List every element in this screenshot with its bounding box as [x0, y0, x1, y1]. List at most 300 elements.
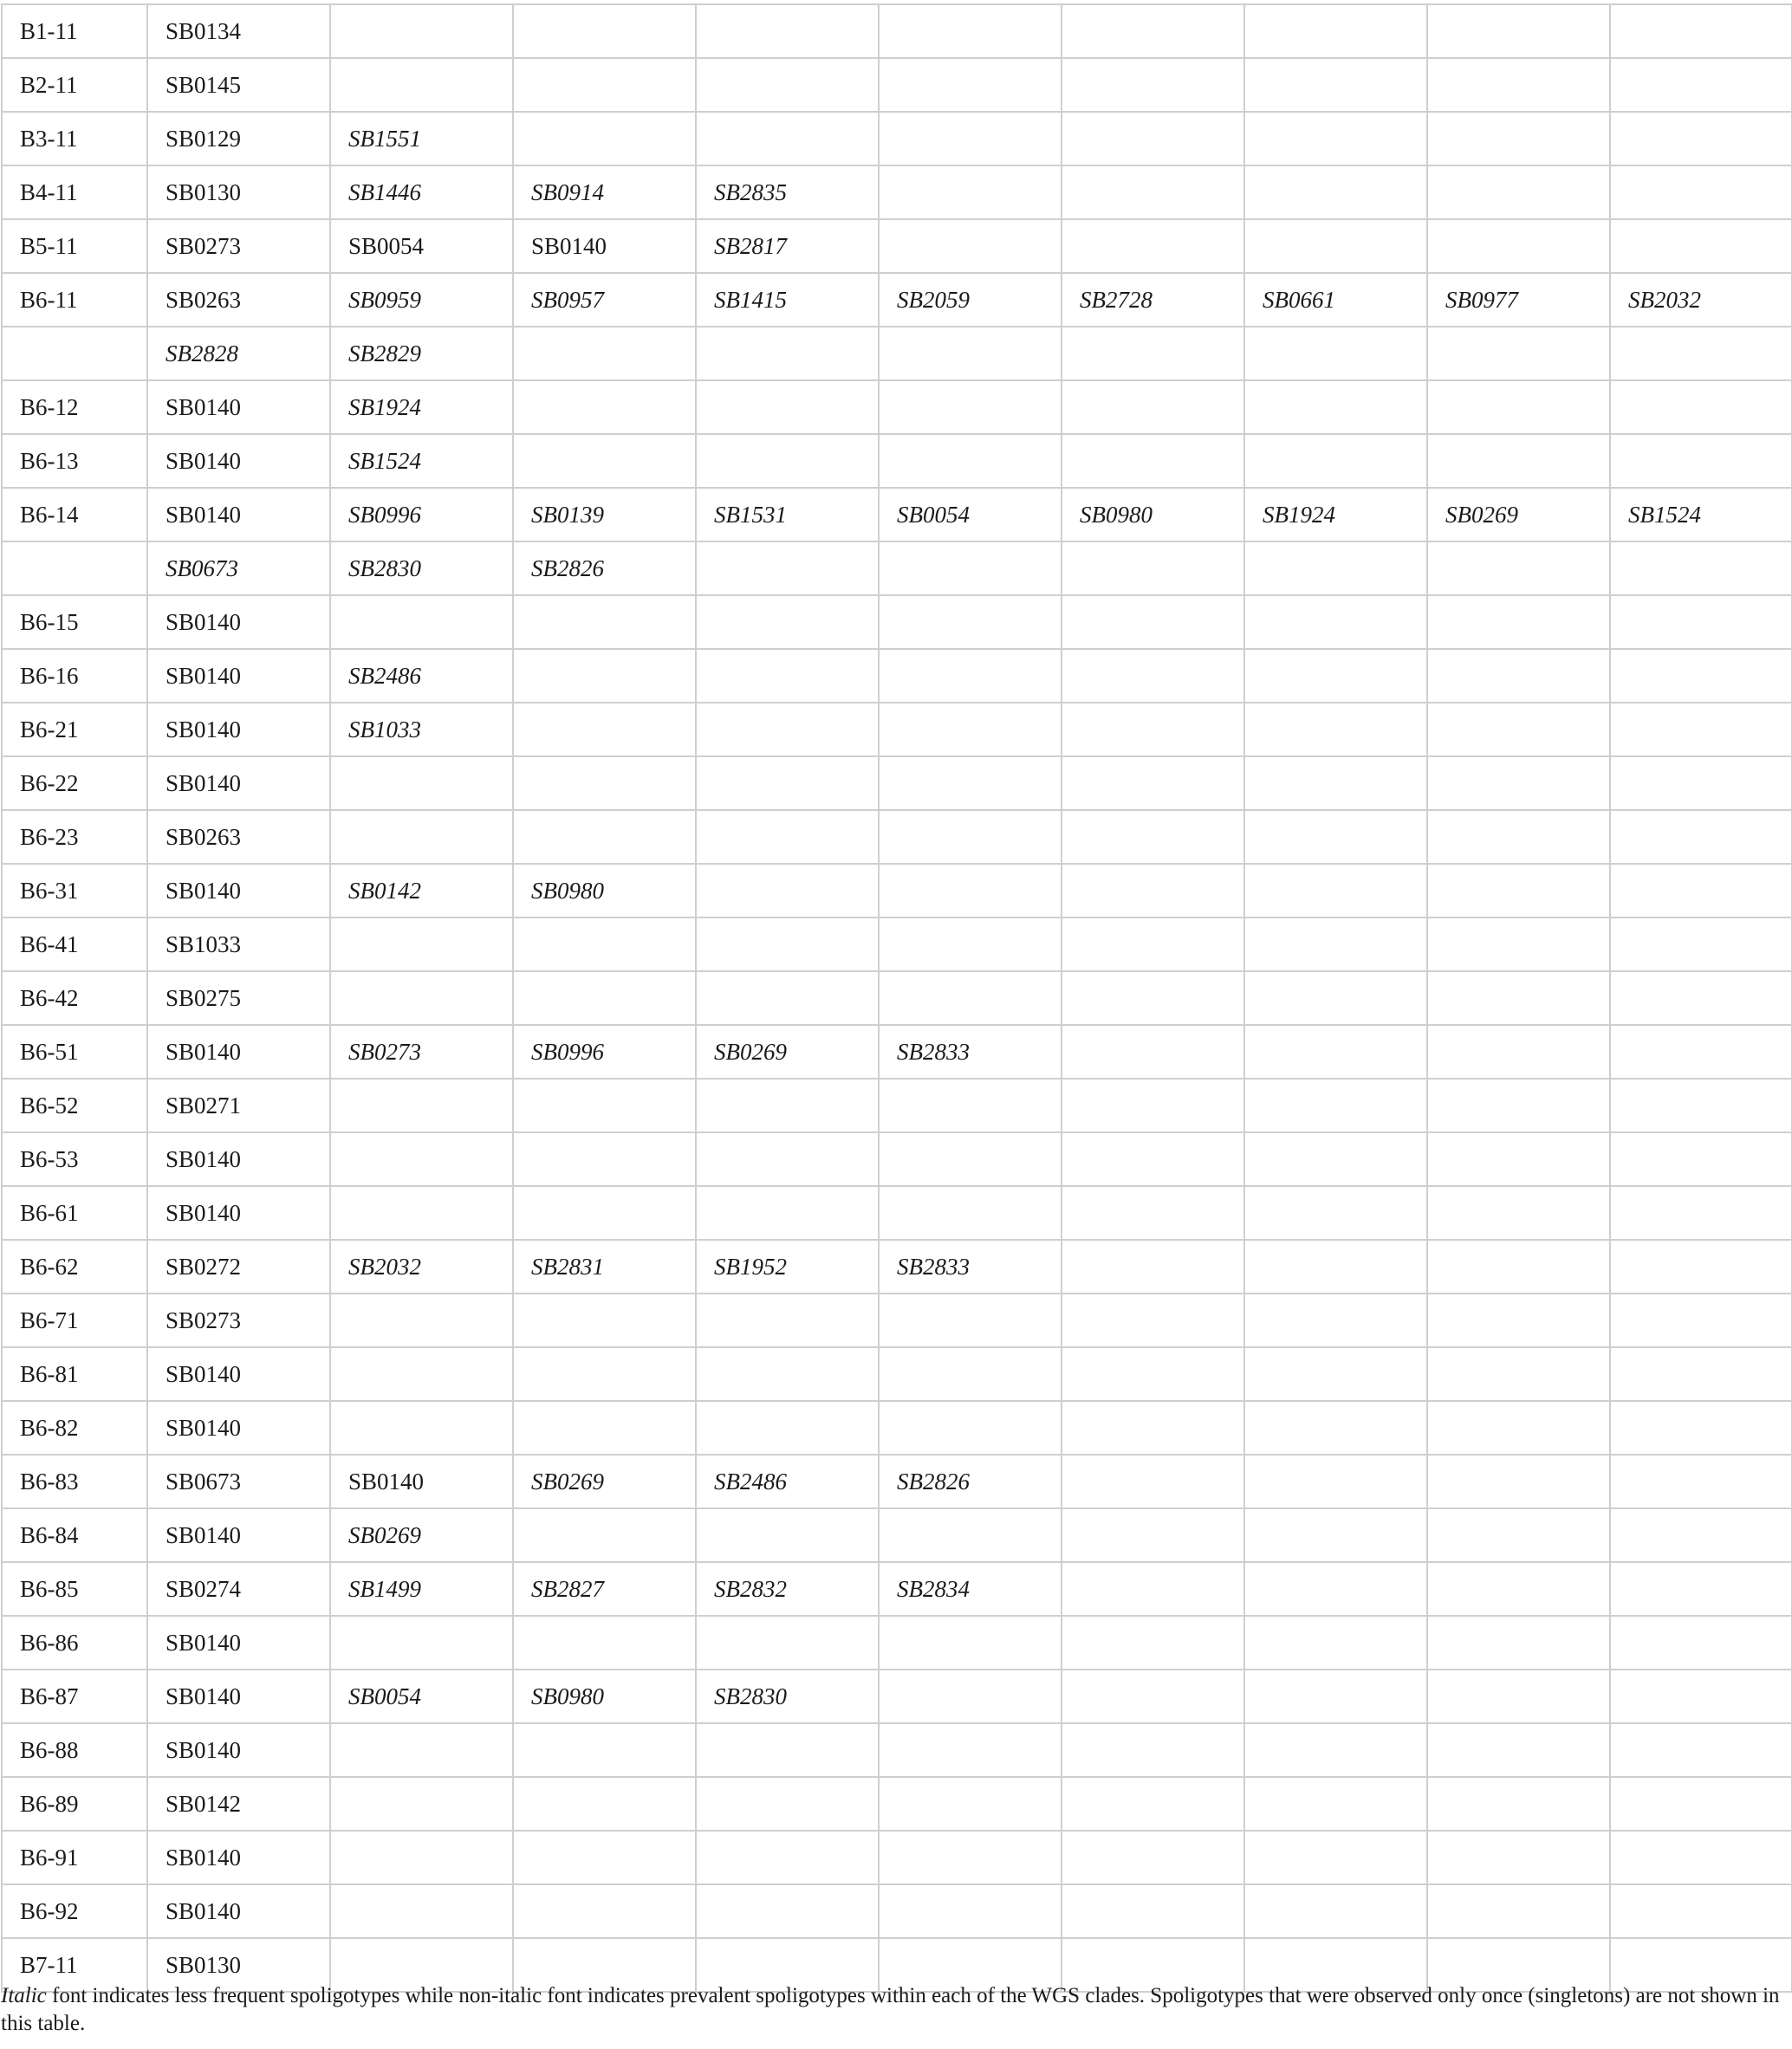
spoligotype-cell [879, 918, 1062, 971]
table-row [2, 1562, 1792, 1616]
spoligotype-cell [1062, 1132, 1244, 1186]
spoligotype-cell: SB0054 [330, 219, 513, 273]
spoligotype-cell: SB0914 [513, 165, 696, 219]
spoligotype-cell [1610, 1884, 1792, 1938]
clade-cell: B6-16 [2, 649, 147, 703]
spoligotype-cell: SB0977 [1427, 273, 1610, 327]
clade-cell: B6-15 [2, 595, 147, 649]
spoligotype-cell [1610, 1616, 1792, 1670]
spoligotype-cell: SB2032 [330, 1240, 513, 1294]
clade-cell: B6-62 [2, 1240, 147, 1294]
spoligotype-cell: SB0142 [330, 864, 513, 918]
spoligotype-cell [696, 434, 879, 488]
spoligotype-cell [1062, 434, 1244, 488]
table-row [2, 273, 1792, 327]
spoligotype-cell [1610, 1025, 1792, 1079]
spoligotype-cell [513, 918, 696, 971]
spoligotype-cell: SB0140 [147, 1884, 330, 1938]
spoligotype-cell: SB1524 [1610, 488, 1792, 541]
table-row [2, 864, 1792, 918]
spoligotype-cell [1244, 1562, 1427, 1616]
spoligotype-cell: SB0275 [147, 971, 330, 1025]
clade-cell: B2-11 [2, 58, 147, 112]
spoligotype-cell: SB2826 [879, 1455, 1062, 1508]
spoligotype-cell: SB0129 [147, 112, 330, 165]
spoligotype-cell [330, 58, 513, 112]
spoligotype-cell [513, 58, 696, 112]
table-row [2, 1831, 1792, 1884]
spoligotype-cell [513, 1347, 696, 1401]
clade-cell: B6-52 [2, 1079, 147, 1132]
clade-cell: B6-14 [2, 488, 147, 541]
spoligotype-cell [696, 1079, 879, 1132]
table-row [2, 165, 1792, 219]
spoligotype-cell: SB2833 [879, 1025, 1062, 1079]
table-row [2, 1079, 1792, 1132]
spoligotype-cell [879, 1884, 1062, 1938]
spoligotype-cell: SB0140 [147, 1723, 330, 1777]
table-row [2, 1132, 1792, 1186]
spoligotype-cell [1244, 112, 1427, 165]
spoligotype-cell [513, 380, 696, 434]
spoligotype-cell [513, 971, 696, 1025]
spoligotype-cell [1427, 1562, 1610, 1616]
table-row [2, 1455, 1792, 1508]
spoligotype-cell [1062, 4, 1244, 58]
spoligotype-cell [1244, 971, 1427, 1025]
spoligotype-cell [1244, 1884, 1427, 1938]
spoligotype-cell [1427, 1777, 1610, 1831]
spoligotype-cell [1244, 1616, 1427, 1670]
spoligotype-cell [1244, 864, 1427, 918]
clade-cell: B6-53 [2, 1132, 147, 1186]
spoligotype-cell [879, 434, 1062, 488]
table-row [2, 810, 1792, 864]
table-row [2, 488, 1792, 541]
spoligotype-cell [513, 756, 696, 810]
spoligotype-cell [513, 1132, 696, 1186]
spoligotype-cell [1062, 165, 1244, 219]
spoligotype-cell [1610, 864, 1792, 918]
spoligotype-cell [1427, 1670, 1610, 1723]
clade-cell: B6-82 [2, 1401, 147, 1455]
spoligotype-cell: SB0140 [147, 1831, 330, 1884]
spoligotype-cell [1062, 756, 1244, 810]
spoligotype-cell [696, 1401, 879, 1455]
spoligotype-cell [1427, 1723, 1610, 1777]
spoligotype-cell [1244, 1455, 1427, 1508]
spoligotype-cell [879, 165, 1062, 219]
spoligotype-cell [1610, 4, 1792, 58]
spoligotype-cell [1610, 327, 1792, 380]
spoligotype-cell [1062, 1884, 1244, 1938]
spoligotype-cell: SB0269 [330, 1508, 513, 1562]
spoligotype-cell [1244, 1670, 1427, 1723]
spoligotype-cell: SB0273 [147, 219, 330, 273]
spoligotype-cell [696, 58, 879, 112]
spoligotype-cell: SB0140 [147, 1186, 330, 1240]
spoligotype-cell: SB0140 [147, 1508, 330, 1562]
spoligotype-cell [879, 58, 1062, 112]
spoligotype-cell: SB0980 [513, 1670, 696, 1723]
spoligotype-cell: SB0140 [147, 1347, 330, 1401]
spoligotype-cell [1610, 434, 1792, 488]
spoligotype-cell [330, 918, 513, 971]
spoligotype-cell [1427, 1347, 1610, 1401]
spoligotype-cell [1610, 595, 1792, 649]
spoligotype-cell [1610, 1294, 1792, 1347]
spoligotype-cell [1062, 1240, 1244, 1294]
spoligotype-cell [1427, 595, 1610, 649]
spoligotype-cell: SB0140 [147, 434, 330, 488]
spoligotype-cell [330, 1132, 513, 1186]
spoligotype-cell: SB0140 [147, 1670, 330, 1723]
clade-cell: B6-84 [2, 1508, 147, 1562]
table-row [2, 1025, 1792, 1079]
spoligotype-cell [1244, 1025, 1427, 1079]
spoligotype-cell [1244, 219, 1427, 273]
spoligotype-cell: SB0054 [330, 1670, 513, 1723]
spoligotype-cell [1610, 1670, 1792, 1723]
spoligotype-cell [330, 4, 513, 58]
spoligotype-cell [1427, 649, 1610, 703]
clade-cell: B6-12 [2, 380, 147, 434]
spoligotype-cell [1610, 756, 1792, 810]
spoligotype-cell: SB0274 [147, 1562, 330, 1616]
spoligotype-cell [513, 112, 696, 165]
spoligotype-cell [1427, 112, 1610, 165]
spoligotype-cell [696, 918, 879, 971]
clade-cell: B7-11 [2, 1938, 147, 1992]
clade-cell: B6-87 [2, 1670, 147, 1723]
table-row [2, 380, 1792, 434]
spoligotype-cell [696, 541, 879, 595]
spoligotype-cell [1427, 1186, 1610, 1240]
spoligotype-cell [330, 1079, 513, 1132]
table-footnote [1, 1982, 1786, 2038]
spoligotype-cell [879, 327, 1062, 380]
spoligotype-cell [696, 1831, 879, 1884]
spoligotype-cell: SB0140 [147, 1132, 330, 1186]
table-row [2, 1186, 1792, 1240]
spoligotype-cell: SB1924 [330, 380, 513, 434]
spoligotype-cell [696, 112, 879, 165]
spoligotype-cell: SB0140 [147, 756, 330, 810]
spoligotype-cell [1610, 58, 1792, 112]
spoligotype-cell: SB2828 [147, 327, 330, 380]
spoligotype-cell: SB0140 [147, 1025, 330, 1079]
spoligotype-cell: SB1446 [330, 165, 513, 219]
spoligotype-cell [1427, 810, 1610, 864]
spoligotype-cell [1062, 1025, 1244, 1079]
spoligotype-cell [879, 1508, 1062, 1562]
spoligotype-cell [1062, 649, 1244, 703]
spoligotype-cell [1610, 1132, 1792, 1186]
spoligotype-cell [1427, 4, 1610, 58]
spoligotype-cell: SB2486 [696, 1455, 879, 1508]
spoligotype-cell [1427, 541, 1610, 595]
spoligotype-cell [1610, 971, 1792, 1025]
spoligotype-cell [1062, 971, 1244, 1025]
spoligotype-cell: SB0140 [513, 219, 696, 273]
spoligotype-cell: SB0139 [513, 488, 696, 541]
clade-cell [2, 327, 147, 380]
spoligotype-cell [696, 1132, 879, 1186]
table-row [2, 918, 1792, 971]
spoligotype-cell [879, 541, 1062, 595]
spoligotype-cell: SB1033 [330, 703, 513, 756]
spoligotype-cell: SB1033 [147, 918, 330, 971]
table-row [2, 1884, 1792, 1938]
spoligotype-cell [1427, 1240, 1610, 1294]
spoligotype-cell [513, 1508, 696, 1562]
spoligotype-cell [1427, 1132, 1610, 1186]
clade-cell: B6-13 [2, 434, 147, 488]
clade-cell: B6-92 [2, 1884, 147, 1938]
spoligotype-cell [1427, 58, 1610, 112]
spoligotype-cell [1244, 1294, 1427, 1347]
spoligotype-cell [1244, 434, 1427, 488]
spoligotype-cell [879, 810, 1062, 864]
spoligotype-cell [1427, 1616, 1610, 1670]
spoligotype-cell [1244, 703, 1427, 756]
spoligotype-cell [696, 1616, 879, 1670]
spoligotype-cell [1244, 1401, 1427, 1455]
spoligotype-cell [1062, 219, 1244, 273]
spoligotype-cell [1244, 1831, 1427, 1884]
spoligotype-cell: SB0145 [147, 58, 330, 112]
spoligotype-cell [1062, 1562, 1244, 1616]
spoligotype-cell [1062, 1186, 1244, 1240]
spoligotype-cell: SB0673 [147, 541, 330, 595]
spoligotype-cell [696, 703, 879, 756]
table-row [2, 541, 1792, 595]
spoligotype-cell [1427, 219, 1610, 273]
spoligotype-cell: SB0134 [147, 4, 330, 58]
spoligotype-cell: SB0054 [879, 488, 1062, 541]
spoligotype-cell [330, 971, 513, 1025]
spoligotype-cell [696, 1884, 879, 1938]
spoligotype-cell: SB0140 [330, 1455, 513, 1508]
spoligotype-cell: SB0140 [147, 488, 330, 541]
spoligotype-cell [1062, 541, 1244, 595]
spoligotype-cell [1244, 4, 1427, 58]
spoligotype-cell [1427, 1884, 1610, 1938]
clade-cell: B6-81 [2, 1347, 147, 1401]
spoligotype-cell: SB1415 [696, 273, 879, 327]
spoligotype-cell [1610, 1831, 1792, 1884]
spoligotype-cell [696, 1723, 879, 1777]
spoligotype-cell [1427, 1079, 1610, 1132]
spoligotype-cell: SB2817 [696, 219, 879, 273]
spoligotype-cell [696, 380, 879, 434]
table-row [2, 327, 1792, 380]
spoligotype-cell [1062, 1401, 1244, 1455]
clade-cell: B6-41 [2, 918, 147, 971]
spoligotype-cell [1062, 703, 1244, 756]
spoligotype-cell: SB0273 [330, 1025, 513, 1079]
footnote-text: font indicates less frequent spoligotypes while non-italic font indicates prevalent spoligotypes within each of the WGS clades. Spoligotypes that were observed only once (singletons) are not shown in this table. [1, 1984, 1780, 2035]
table-row [2, 1777, 1792, 1831]
table-row [2, 4, 1792, 58]
spoligotype-cell: SB0269 [513, 1455, 696, 1508]
spoligotype-cell: SB0273 [147, 1294, 330, 1347]
spoligotype-cell [513, 595, 696, 649]
spoligotype-cell [1244, 380, 1427, 434]
clade-cell: B6-86 [2, 1616, 147, 1670]
spoligotype-cell [513, 810, 696, 864]
spoligotype-cell: SB0140 [147, 649, 330, 703]
spoligotype-cell: SB0130 [147, 165, 330, 219]
spoligotype-cell: SB2059 [879, 273, 1062, 327]
spoligotype-cell [1427, 756, 1610, 810]
spoligotype-cell [1610, 918, 1792, 971]
spoligotype-cell [1610, 380, 1792, 434]
spoligotype-cell [696, 327, 879, 380]
clade-cell: B6-31 [2, 864, 147, 918]
spoligotype-cell [879, 1616, 1062, 1670]
spoligotype-cell [696, 1508, 879, 1562]
spoligotype-cell [1610, 1079, 1792, 1132]
spoligotype-cell [1427, 864, 1610, 918]
spoligotype-cell [1062, 112, 1244, 165]
spoligotype-cell [330, 1186, 513, 1240]
clade-cell: B3-11 [2, 112, 147, 165]
spoligotype-cell [879, 1777, 1062, 1831]
spoligotype-cell [513, 327, 696, 380]
clade-cell: B6-23 [2, 810, 147, 864]
spoligotype-cell [1244, 595, 1427, 649]
clade-cell: B6-83 [2, 1455, 147, 1508]
clade-cell: B5-11 [2, 219, 147, 273]
spoligotype-cell [1610, 1186, 1792, 1240]
spoligotype-cell [1427, 1831, 1610, 1884]
spoligotype-cell: SB0980 [513, 864, 696, 918]
spoligotype-cell [1244, 1186, 1427, 1240]
spoligotype-cell [1610, 1240, 1792, 1294]
spoligotype-cell [1244, 1240, 1427, 1294]
spoligotype-cell: SB1524 [330, 434, 513, 488]
spoligotype-cell [1427, 1294, 1610, 1347]
spoligotype-cell [1610, 1777, 1792, 1831]
spoligotype-cell [1062, 595, 1244, 649]
spoligotype-cell: SB2728 [1062, 273, 1244, 327]
spoligotype-cell [513, 434, 696, 488]
spoligotype-cell [1244, 541, 1427, 595]
clade-cell: B6-71 [2, 1294, 147, 1347]
spoligotype-cell [1244, 810, 1427, 864]
spoligotype-cell [513, 1294, 696, 1347]
table-row [2, 58, 1792, 112]
spoligotype-cell [1244, 1508, 1427, 1562]
spoligotype-cell [1244, 58, 1427, 112]
spoligotype-cell [1062, 1347, 1244, 1401]
spoligotype-cell: SB2830 [696, 1670, 879, 1723]
spoligotype-cell [1062, 1455, 1244, 1508]
spoligotype-cell [1244, 1777, 1427, 1831]
spoligotype-cell [513, 1831, 696, 1884]
spoligotype-cell [696, 1294, 879, 1347]
spoligotype-cell [330, 1777, 513, 1831]
clade-cell: B4-11 [2, 165, 147, 219]
spoligotype-cell [1610, 1455, 1792, 1508]
spoligotype-cell [1427, 1025, 1610, 1079]
spoligotype-cell [1427, 971, 1610, 1025]
table-row [2, 1508, 1792, 1562]
table-row [2, 649, 1792, 703]
clade-cell: B1-11 [2, 4, 147, 58]
spoligotype-cell [1427, 380, 1610, 434]
spoligotype-cell [879, 971, 1062, 1025]
spoligotype-cell [696, 864, 879, 918]
spoligotype-cell [330, 810, 513, 864]
spoligotype-cell: SB0269 [696, 1025, 879, 1079]
spoligotype-cell [696, 756, 879, 810]
spoligotype-cell [1610, 1401, 1792, 1455]
spoligotype-cell [330, 1884, 513, 1938]
spoligotype-cell: SB0959 [330, 273, 513, 327]
clade-cell [2, 541, 147, 595]
spoligotype-cell: SB2826 [513, 541, 696, 595]
table-row [2, 1294, 1792, 1347]
spoligotype-cell [1610, 1347, 1792, 1401]
clade-cell: B6-51 [2, 1025, 147, 1079]
spoligotype-cell [1244, 165, 1427, 219]
spoligotype-cell: SB0996 [513, 1025, 696, 1079]
spoligotype-cell: SB0263 [147, 273, 330, 327]
spoligotype-cell: SB0140 [147, 1401, 330, 1455]
spoligotype-cell [879, 380, 1062, 434]
spoligotype-cell: SB2834 [879, 1562, 1062, 1616]
spoligotype-cell: SB0263 [147, 810, 330, 864]
spoligotype-cell [1610, 649, 1792, 703]
spoligotype-cell [1610, 165, 1792, 219]
clade-cell: B6-21 [2, 703, 147, 756]
spoligotype-cell [1610, 703, 1792, 756]
spoligotype-cell [330, 1831, 513, 1884]
spoligotype-cell: SB0996 [330, 488, 513, 541]
spoligotype-cell: SB2032 [1610, 273, 1792, 327]
spoligotype-cell [1062, 1777, 1244, 1831]
spoligotype-cell: SB0140 [147, 595, 330, 649]
spoligotype-cell [1610, 1562, 1792, 1616]
spoligotype-cell [1610, 219, 1792, 273]
spoligotype-cell: SB0140 [147, 1616, 330, 1670]
clade-cell: B6-22 [2, 756, 147, 810]
spoligotype-cell [879, 1347, 1062, 1401]
table-row [2, 1616, 1792, 1670]
clade-cell: B6-85 [2, 1562, 147, 1616]
spoligotype-cell: SB0140 [147, 380, 330, 434]
clade-cell: B6-89 [2, 1777, 147, 1831]
spoligotype-cell [696, 4, 879, 58]
spoligotype-cell [1610, 1508, 1792, 1562]
spoligotype-cell [1610, 541, 1792, 595]
spoligotype-cell [1244, 1723, 1427, 1777]
table-row [2, 112, 1792, 165]
spoligotype-cell: SB0140 [147, 703, 330, 756]
spoligotype-cell [1062, 918, 1244, 971]
spoligotype-cell [696, 595, 879, 649]
spoligotype-cell: SB2832 [696, 1562, 879, 1616]
spoligotype-cell [1244, 1132, 1427, 1186]
spoligotype-table [1, 3, 1792, 1993]
spoligotype-cell [1062, 864, 1244, 918]
spoligotype-cell [513, 1186, 696, 1240]
spoligotype-cell [513, 1616, 696, 1670]
spoligotype-cell [879, 1079, 1062, 1132]
spoligotype-cell [330, 1401, 513, 1455]
